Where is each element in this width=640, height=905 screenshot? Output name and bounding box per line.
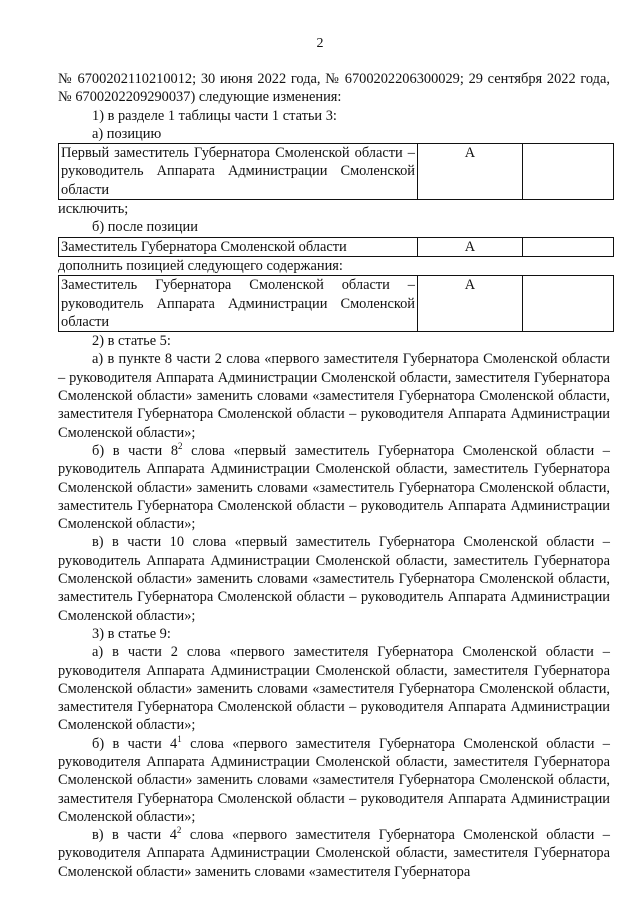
item-3c — [58, 826, 610, 881]
item-1a: а) позицию — [92, 125, 162, 142]
item-1b: б) после позиции — [92, 219, 198, 236]
table-row — [59, 144, 614, 200]
table-cell-position: Первый заместитель Губернатора Смоленской области – руководитель Аппарата Администрации Смоленской области — [59, 144, 418, 200]
item-1: 1) в разделе 1 таблицы части 1 статьи 3: — [92, 107, 337, 124]
item-2b — [58, 442, 610, 533]
table-position-2 — [58, 237, 614, 257]
table-row — [59, 237, 614, 256]
supplement-line: дополнить позицией следующего содержания: — [58, 257, 343, 274]
table-cell-mark: А — [418, 237, 523, 256]
intro-paragraph: № 6700202110210012; 30 июня 2022 года, № 6700202206300029; 29 сентября 2022 года, № 6700202209290037) следующие изменения: — [58, 71, 610, 106]
item-3c-text: слова «первого заместителя Губернатора Смоленской области – руководителя Аппарата Администрации Смоленской области, заместителя Губернатора Смоленской области» заменить словами «заместителя Губернатора — [58, 827, 610, 880]
item-2b-text: слова «первый заместитель Губернатора Смоленской области – руководитель Аппарата Администрации Смоленской области, заместитель Губернатора Смоленской области» заменить словами «заместитель Губернатора Смоленской области, заместитель Губернатора Смоленской области – руководитель Аппарата Администрации Смоленской области»; — [58, 442, 610, 533]
item-3: 3) в статье 9: — [92, 625, 171, 642]
table-cell-empty — [523, 144, 614, 200]
item-2a: а) в пункте 8 части 2 слова «первого заместителя Губернатора Смоленской области – руководителя Аппарата Администрации Смоленской области, заместителя Губернатора Смоленской области» заменить словами «заместителя Губернатора Смоленской области, заместителя Губернатора Смоленской области – руководителя Аппарата Администрации Смоленской области»; — [58, 351, 610, 441]
item-2: 2) в статье 5: — [92, 333, 171, 350]
item-3b — [58, 735, 610, 826]
table-cell-mark: А — [418, 276, 523, 332]
item-3a: а) в части 2 слова «первого заместителя Губернатора Смоленской области – руководителя Аппарата Администрации Смоленской области, заместителя Губернатора Смоленской области» заменить словами «заместителя Губернатора Смоленской области, заместителя Губернатора Смоленской области – руководителя Аппарата Администрации Смоленской области»; — [58, 644, 610, 734]
table-position-1 — [58, 143, 614, 200]
table-cell-position: Заместитель Губернатора Смоленской области – руководитель Аппарата Администрации Смоленской области — [59, 276, 418, 332]
item-3b-superscript: 1 — [177, 733, 182, 744]
table-position-3 — [58, 275, 614, 332]
item-3b-prefix: б) в части 4 — [92, 735, 178, 752]
item-3c-superscript: 2 — [176, 825, 182, 836]
item-3b-text: слова «первого заместителя Губернатора Смоленской области – руководителя Аппарата Администрации Смоленской области, заместителя Губернатора Смоленской области» заменить словами «заместителя Губернатора Смоленской области, заместителя Губернатора Смоленской области – руководителя Аппарата Администрации Смоленской области»; — [58, 735, 610, 825]
table-cell-empty — [523, 276, 614, 332]
table-cell-mark: А — [418, 144, 523, 200]
item-2c: в) в части 10 слова «первый заместитель Губернатора Смоленской области – руководитель Аппарата Администрации Смоленской области, заместитель Губернатора Смоленской области» заменить словами «заместитель Губернатора Смоленской области, заместитель Губернатора Смоленской области – руководитель Аппарата Администрации Смоленской области»; — [58, 534, 610, 624]
document-body — [58, 70, 610, 881]
table-cell-empty — [523, 237, 614, 256]
exclude-line: исключить; — [58, 201, 129, 218]
item-2b-prefix: б) в части 8 — [92, 442, 179, 459]
table-cell-position: Заместитель Губернатора Смоленской области — [59, 237, 418, 256]
item-2b-superscript: 2 — [178, 440, 183, 451]
page-number: 2 — [316, 36, 324, 51]
table-row — [59, 276, 614, 332]
item-3c-prefix: в) в части 4 — [92, 827, 177, 844]
